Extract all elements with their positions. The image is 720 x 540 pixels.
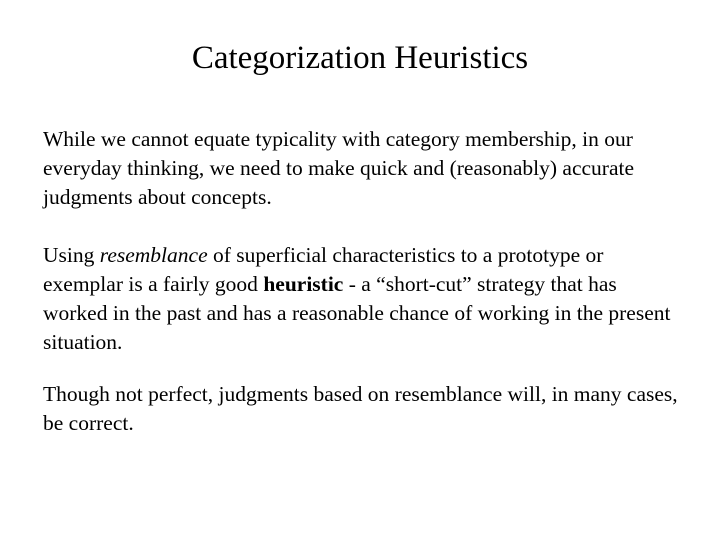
paragraph-text-segment: - a “short-cut” strategy that has worked in the past and has a reasonable chance of working in the present situation.: [43, 272, 671, 354]
paragraph-typicality: While we cannot equate typicality with category membership, in our everyday thinking, we need to make quick and (reasonably) accurate judgments about concepts.: [43, 127, 634, 209]
paragraph-text-segment: of superficial characteristics to a prototype or exemplar is a fairly good: [43, 243, 604, 296]
paragraph-text-segment: Using: [43, 243, 100, 267]
slide-title: Categorization Heuristics: [191, 40, 529, 76]
emphasis-resemblance: resemblance: [99, 243, 208, 267]
paragraph-resemblance: [43, 241, 683, 357]
bold-heuristic: heuristic: [263, 272, 344, 296]
paragraph-conclusion: Though not perfect, judgments based on resemblance will, in many cases, be correct.: [43, 382, 678, 435]
